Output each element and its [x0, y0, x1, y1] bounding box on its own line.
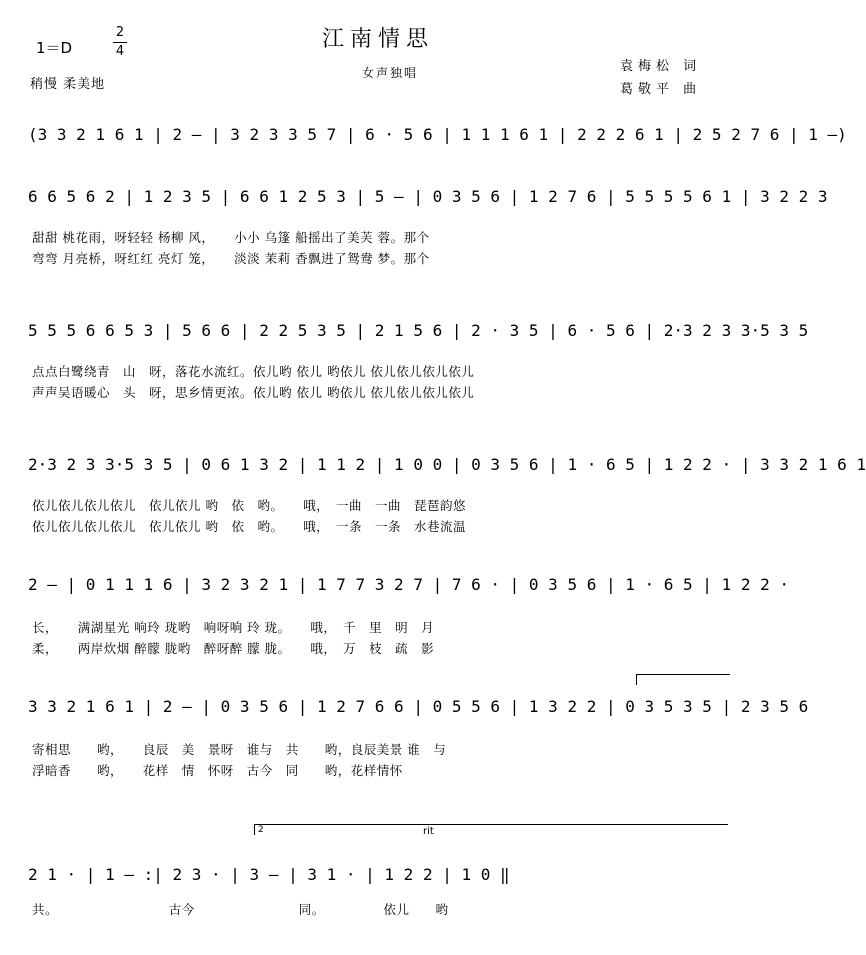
lyric-verse-2: 浮暗香 哟， 花样 情 怀呀 古今 同 哟，花样情怀: [32, 763, 403, 778]
notation-line: 2 1 · | 1 — :| 2 3 · | 3 — | 3 1 · | 1 2 2 | 1 0 ‖: [28, 864, 510, 884]
notation-line: (3 3 2 1 6 1 | 2 — | 3 2 3 3 5 7 | 6 · 5 6 | 1 1 1 6 1 | 2 2 2 6 1 | 2 5 2 7 6 | 1 —): [28, 124, 847, 144]
lyric-verse-1: 寄相思 哟， 良辰 美 景呀 谁与 共 哟，良辰美景 谁 与: [32, 742, 447, 757]
performance-type: 女声独唱: [362, 66, 419, 80]
volta-second-ending: 2: [254, 824, 728, 835]
notation-line: 3 3 2 1 6 1 | 2 — | 0 3 5 6 | 1 2 7 6 6 | 0 5 5 6 | 1 3 2 2 | 0 3 5 3 5 | 2 3 5 6: [28, 696, 809, 716]
score-system-6: [28, 688, 809, 724]
lyrics-block-6: [32, 740, 736, 779]
lyric-verse-1: 共。 古今 同。 依儿 哟: [32, 902, 449, 917]
notation-line: 6 6 5 6 2 | 1 2 3 5 | 6 6 1 2 5 3 | 5 — | 0 3 5 6 | 1 2 7 6 | 5 5 5 5 6 1 | 3 2 2 3: [28, 186, 828, 206]
time-signature: [113, 26, 127, 59]
lyric-verse-1: 点点白鹭绕青 山 呀，落花水流红。依儿哟 依儿 哟依儿 依儿依儿依儿依儿: [32, 364, 475, 379]
lyrics-block-7: [32, 900, 736, 918]
score-system-4: [28, 446, 866, 482]
lyrics-block-5: [32, 618, 736, 657]
score-system-2: [28, 178, 828, 214]
lyric-verse-1: 长， 满湖星光 响玲 珑哟 响呀响 玲 珑。 哦， 千 里 明 月: [32, 620, 435, 635]
tempo-marking: 稍慢 柔美地: [30, 77, 106, 92]
lyric-verse-1: 依儿依儿依儿依儿 依儿依儿 哟 依 哟。 哦， 一曲 一曲 琵琶韵悠: [32, 498, 466, 513]
time-top: 2: [115, 25, 125, 40]
score-system-3: [28, 312, 809, 348]
notation-line: 2 — | 0 1 1 1 6 | 3 2 3 2 1 | 1 7 7 3 2 7 | 7 6 · | 0 3 5 6 | 1 · 6 5 | 1 2 2 ·: [28, 574, 789, 594]
score-system-5: [28, 566, 789, 602]
lyric-verse-2: 依儿依儿依儿依儿 依儿依儿 哟 依 哟。 哦， 一条 一条 水巷流温: [32, 519, 466, 534]
ritardando-mark: rit: [423, 826, 434, 837]
notation-line: 2·3 2 3 3·5 3 5 | 0 6 1 3 2 | 1 1 2 | 1 0 0 | 0 3 5 6 | 1 · 6 5 | 1 2 2 · | 3 3 2 1 6 1: [28, 454, 866, 474]
notation-line: 5 5 5 6 6 5 3 | 5 6 6 | 2 2 5 3 5 | 2 1 5 6 | 2 · 3 5 | 6 · 5 6 | 2·3 2 3 3·5 3 5: [28, 320, 809, 340]
lyrics-block-3: [32, 362, 736, 401]
lyric-verse-2: 弯弯 月亮桥，呀红红 亮灯 笼， 淡淡 茉莉 香飘进了鸳鸯 梦。那个: [32, 251, 430, 266]
lyrics-block-2: [32, 228, 736, 267]
lyrics-block-4: [32, 496, 736, 535]
song-title: 江南情思: [321, 27, 434, 52]
lyric-verse-2: 柔， 两岸炊烟 醉朦 胧哟 醉呀醉 朦 胧。 哦， 万 枝 疏 影: [32, 641, 435, 656]
time-bottom: 4: [115, 44, 125, 59]
lyric-verse-2: 声声吴语暖心 头 呀，思乡情更浓。依儿哟 依儿 哟依儿 依儿依儿依儿依儿: [32, 385, 475, 400]
volta-first-ending: [636, 674, 730, 685]
lyricist-credit: 袁梅松 词: [620, 59, 702, 74]
key-signature: 1＝D: [36, 39, 73, 57]
lyric-verse-1: 甜甜 桃花雨，呀轻轻 杨柳 风， 小小 乌篷 船摇出了美芙 蓉。那个: [32, 230, 430, 245]
score-system-1: [28, 116, 847, 152]
score-system-7: [28, 825, 734, 892]
composer-credit: 葛敬平 曲: [620, 82, 702, 97]
